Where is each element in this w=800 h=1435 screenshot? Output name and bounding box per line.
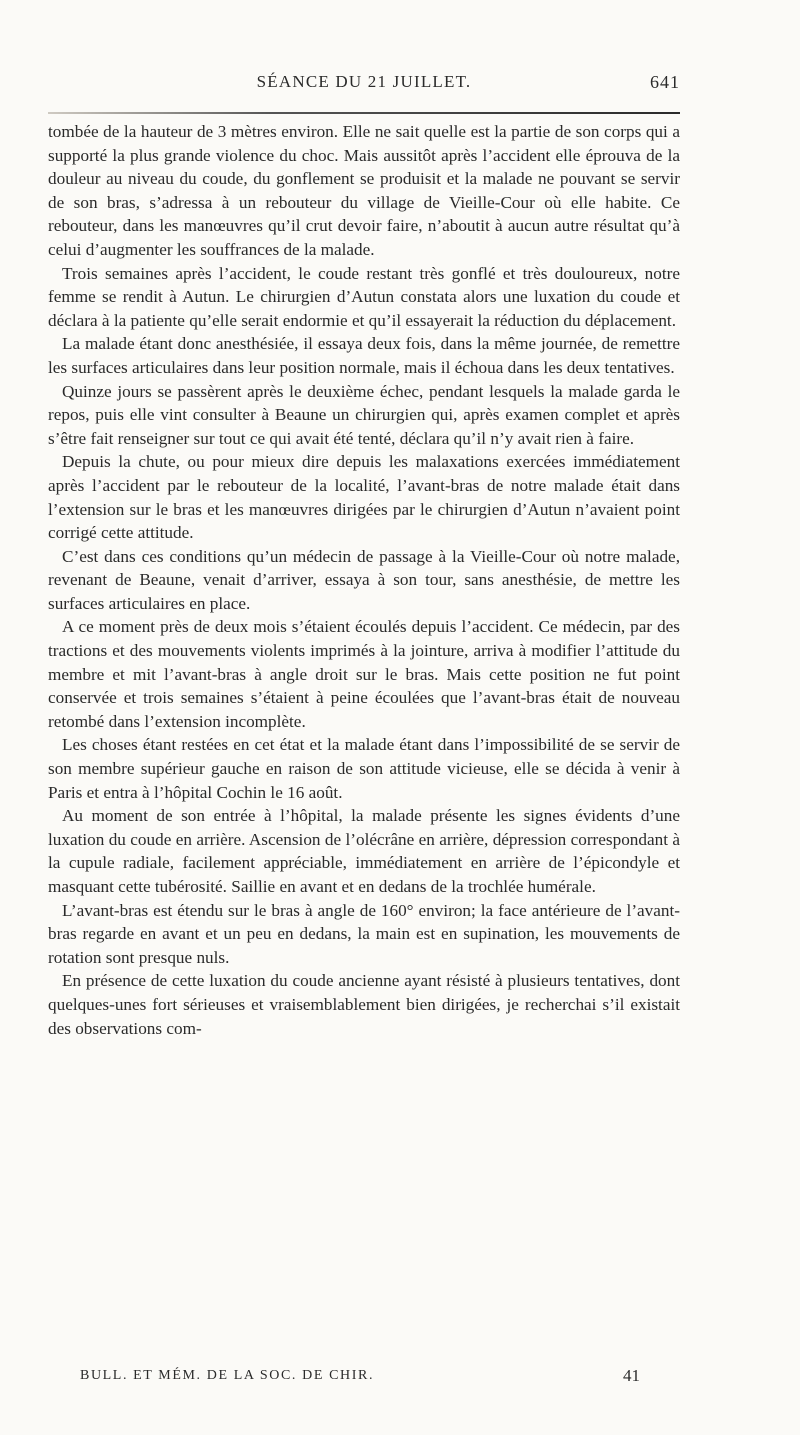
body-text xyxy=(48,120,680,1040)
running-title: SÉANCE DU 21 JUILLET. xyxy=(256,72,472,91)
paragraph-9: Au moment de son entrée à l’hôpital, la malade présente les signes évidents d’une luxation du coude en arrière. Ascension de l’olécrâne en arrière, dépression correspondant à la cupule radiale, facilement appréciable, immédiatement en arrière de l’épicondyle et masquant cette tubérosité. Saillie en avant et en dedans de la trochlée humérale. xyxy=(48,806,680,896)
page-footer xyxy=(48,1368,680,1392)
paragraph-6: C’est dans ces conditions qu’un médecin de passage à la Vieille-Cour où notre malade, revenant de Beaune, venait d’arriver, essaya à son tour, sans anesthésie, de mettre les surfaces articulaires en place. xyxy=(48,546,680,613)
paragraph-4: Quinze jours se passèrent après le deuxième échec, pendant lesquels la malade garda le repos, puis elle vint consulter à Beaune un chirurgien qui, après examen complet et après s’être fait renseigner sur tout ce qui avait été tenté, déclara qu’il n’y avait rien à faire. xyxy=(48,381,680,448)
header-rule xyxy=(48,112,680,114)
paragraph-5: Depuis la chute, ou pour mieux dire depuis les malaxations exercées immédiatement après l’accident par le rebouteur de la localité, l’avant-bras de notre malade était dans l’extension sur le bras et les manœuvres dirigées par le chirurgien d’Autun n’avaient point corrigé cette attitude. xyxy=(48,452,680,543)
page-number: 641 xyxy=(650,72,680,92)
paragraph-8: Les choses étant restées en cet état et la malade étant dans l’impossibilité de se servir de son membre supérieur gauche en raison de son attitude vicieuse, elle se décida à venir à Paris et entra à l’hôpital Cochin le 16 août. xyxy=(48,735,680,802)
paragraph-2: Trois semaines après l’accident, le coude restant très gonflé et très douloureux, notre femme se rendit à Autun. Le chirurgien d’Autun constata alors une luxation du coude et déclara à la patiente qu’elle serait endormie et qu’il essayerait la réduction du déplacement. xyxy=(48,263,680,330)
signature-mark: 41 xyxy=(623,1366,640,1385)
footer-journal-title: BULL. ET MÉM. DE LA SOC. DE CHIR. xyxy=(80,1368,375,1383)
paragraph-11: En présence de cette luxation du coude ancienne ayant résisté à plusieurs tentatives, dont quelques-unes fort sérieuses et vraisemblablement bien dirigées, je recherchai s’il existait des observations com- xyxy=(48,971,680,1038)
paragraph-10: L’avant-bras est étendu sur le bras à angle de 160° environ; la face antérieure de l’avant-bras regarde en avant et un peu en dedans, la main est en supination, les mouvements de rotation sont presque nuls. xyxy=(48,900,680,967)
paragraph-7: A ce moment près de deux mois s’étaient écoulés depuis l’accident. Ce médecin, par des tractions et des mouvements violents imprimés à la jointure, arriva à modifier l’attitude du membre et mit l’avant-bras à angle droit sur le bras. Mais cette position ne fut point conservée et trois semaines s’étaient à peine écoulées que l’avant-bras était de nouveau retombé dans l’extension incomplète. xyxy=(48,617,680,731)
book-page xyxy=(48,0,680,1435)
paragraph-1: tombée de la hauteur de 3 mètres environ. Elle ne sait quelle est la partie de son corps qui a supporté la plus grande violence du choc. Mais aussitôt après l’accident elle éprouva de la douleur au niveau du coude, du gonflement se produisit et la malade ne pouvant se servir de son bras, s’adressa à un rebouteur du village de Vieille-Cour où elle habite. Ce rebouteur, dans les manœuvres qu’il crut devoir faire, n’aboutit à aucun autre résultat qu’à celui d’augmenter les souffrances de la malade. xyxy=(48,122,680,259)
paragraph-3: La malade étant donc anesthésiée, il essaya deux fois, dans la même journée, de remettre les surfaces articulaires dans leur position normale, mais il échoua dans les deux tentatives. xyxy=(48,334,680,377)
running-header xyxy=(48,72,680,98)
